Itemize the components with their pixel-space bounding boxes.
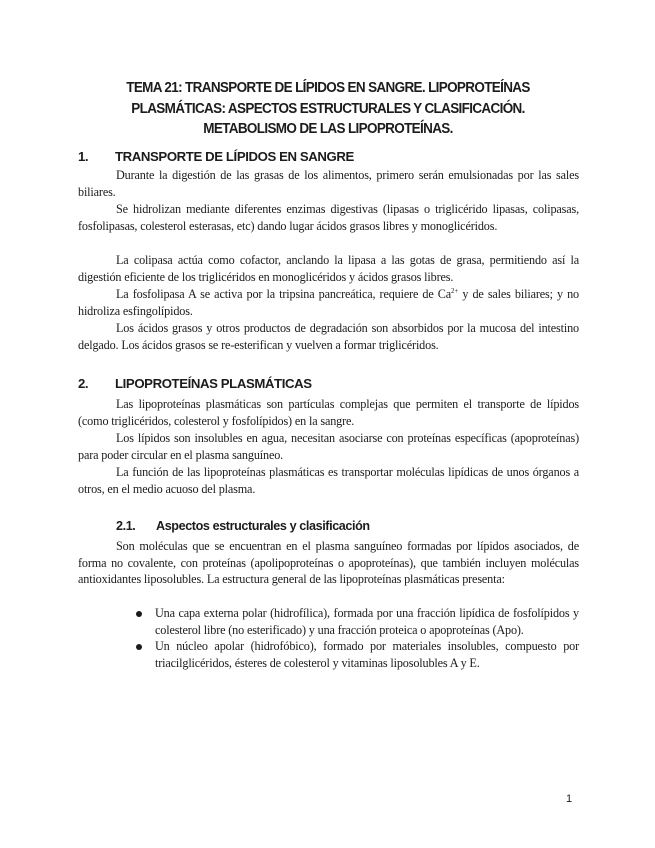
- subsection-2-1-paragraph: Son moléculas que se encuentran en el plasma sanguíneo formadas por lípidos asociados, de forma no covalente, con proteínas (apolipoproteínas o apoproteínas), que también incluyen moléculas antioxidantes liposolubles. La estructura general de las lipoproteínas plasmáticas presenta:: [78, 539, 579, 587]
- section-2-heading: [78, 376, 312, 391]
- subsection-2-1-heading: [116, 519, 370, 533]
- section-1-paragraph-5: Los ácidos grasos y otros productos de degradación son absorbidos por la mucosa del intestino delgado. Los ácidos grasos se re-esterifican y vuelven a formar triglicéridos.: [78, 321, 579, 352]
- section-1-paragraph-4: [78, 286, 579, 319]
- section-2-title: LIPOPROTEÍNAS PLASMÁTICAS: [115, 376, 312, 391]
- section-1-paragraph-2: Se hidrolizan mediante diferentes enzimas digestivas (lipasas o triglicérido lipasas, colipasas, fosfolipasas, colesterol esterasas, etc) dando lugar ácidos grasos libres y monoglicéridos.: [78, 202, 579, 233]
- bullet-dot-icon: [136, 611, 142, 617]
- section-2-paragraph-3: La función de las lipoproteínas plasmáticas es transportar moléculas lipídicas de unos órganos a otros, en el medio acuoso del plasma.: [78, 465, 579, 496]
- section-1-paragraph-3: La colipasa actúa como cofactor, anclando la lipasa a las gotas de grasa, permitiendo así la digestión eficiente de los triglicéridos en monoglicéridos y ácidos grasos libres.: [78, 253, 579, 284]
- structure-bullet-list: [139, 605, 579, 671]
- paragraph-4-text-end: y de sales biliares; y no hidroliza esfingolípidos.: [78, 287, 579, 318]
- bullet-dot-icon: [136, 644, 142, 650]
- subsection-2-1-title: Aspectos estructurales y clasificación: [156, 519, 370, 533]
- paragraph-4-text-start: La fosfolipasa A se activa por la tripsina pancreática, requiere de Ca: [116, 287, 452, 301]
- bullet-item: [139, 605, 579, 638]
- bullet-text: Un núcleo apolar (hidrofóbico), formado por materiales insolubles, compuesto por triacilglicéridos, ésteres de colesterol y vitaminas liposolubles A y E.: [155, 639, 579, 670]
- section-2-paragraph-2: Los lípidos son insolubles en agua, necesitan asociarse con proteínas específicas (apoproteínas) para poder circular en el plasma sanguíneo.: [78, 431, 579, 462]
- section-2-number: 2.: [78, 376, 89, 391]
- document-title: TEMA 21: TRANSPORTE DE LÍPIDOS EN SANGRE. LIPOPROTEÍNAS PLASMÁTICAS: ASPECTOS ESTRUCTURALES Y CLASIFICACIÓN. METABOLISMO DE LAS LIPOPROTEÍNAS.: [126, 80, 530, 137]
- subsection-2-1-number: 2.1.: [116, 519, 136, 533]
- bullet-text: Una capa externa polar (hidrofílica), formada por una fracción lipídica de fosfolípidos y colesterol libre (no esterificado) y una fracción proteica o apoproteínas (Apo).: [155, 606, 579, 637]
- section-1-number: 1.: [78, 149, 89, 164]
- bullet-item: [139, 638, 579, 671]
- section-1-heading: [78, 149, 354, 164]
- page-number: 1: [566, 793, 573, 805]
- calcium-charge-superscript: 2+: [451, 287, 459, 295]
- section-2-paragraph-1: Las lipoproteínas plasmáticas son partículas complejas que permiten el transporte de lípidos (como triglicéridos, colesterol y fosfolípidos) en la sangre.: [78, 397, 579, 428]
- section-1-paragraph-1: Durante la digestión de las grasas de los alimentos, primero serán emulsionadas por las sales biliares.: [78, 168, 579, 199]
- section-1-title: TRANSPORTE DE LÍPIDOS EN SANGRE: [115, 149, 354, 164]
